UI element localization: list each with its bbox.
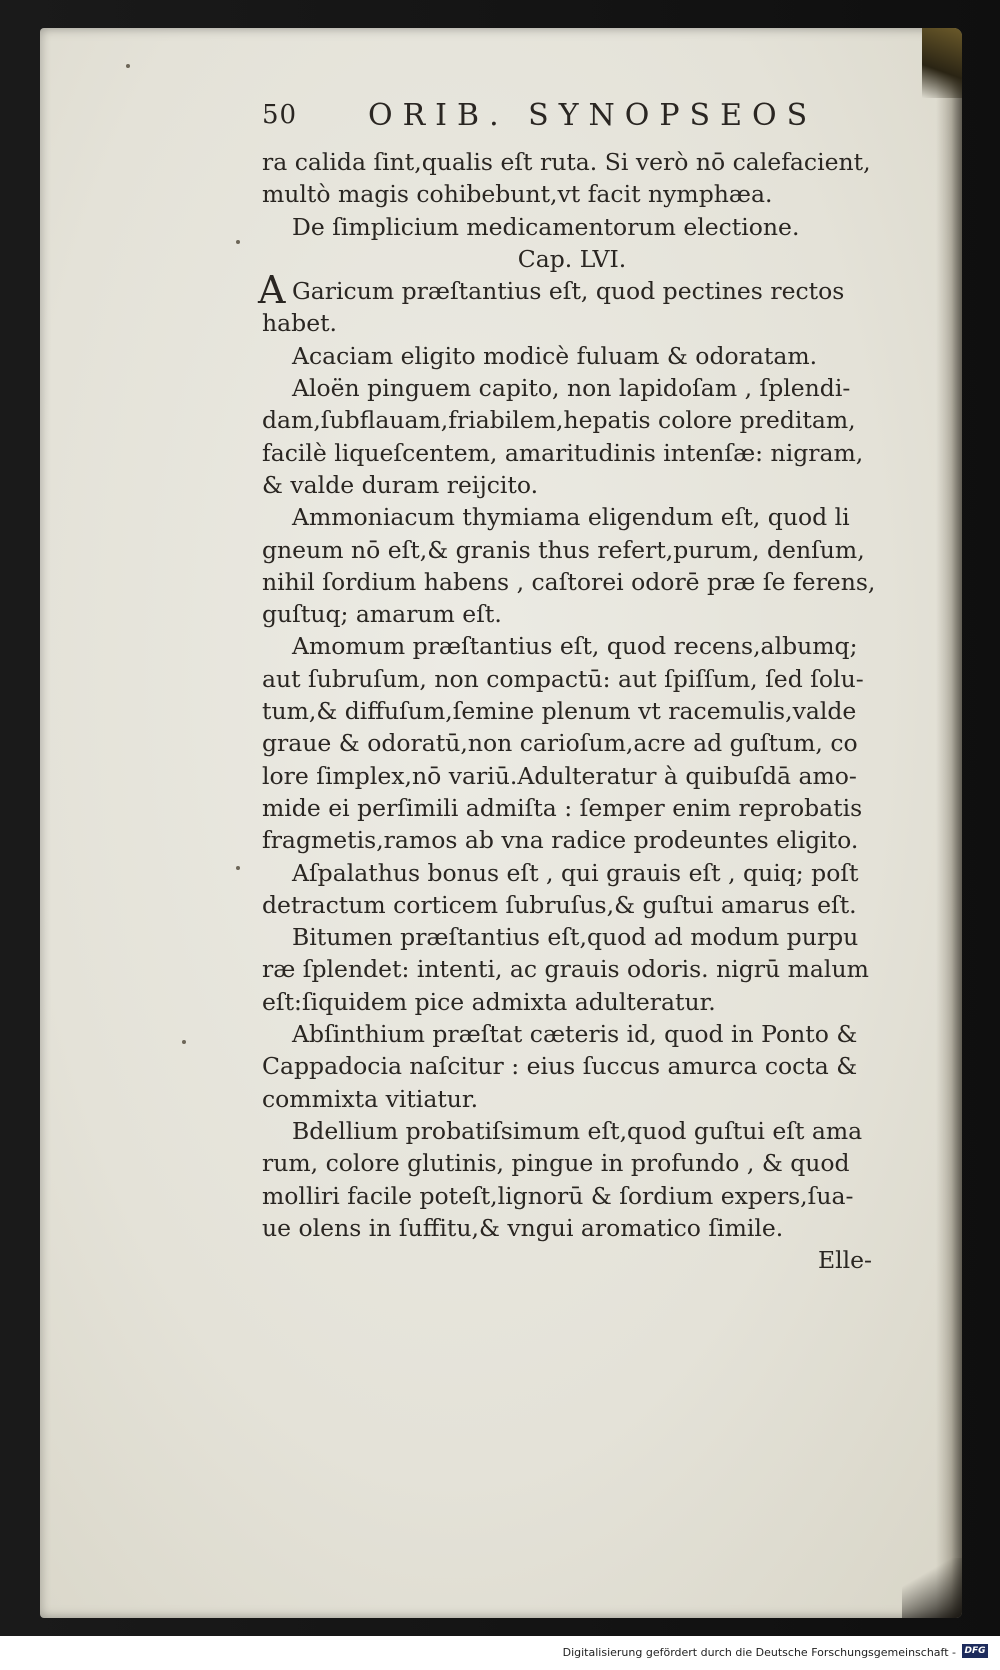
text-line: eſt:ſiquidem pice admixta adulteratur. — [262, 987, 716, 1016]
text-line: dam,ſubflauam,friabilem,hepatis colore preditam, — [262, 406, 856, 435]
text-line: & valde duram reijcito. — [262, 470, 539, 499]
dfg-logo-icon: DFG — [962, 1644, 988, 1658]
text-line: mide ei perſimili admiſta : ſemper enim reprobatis — [262, 793, 863, 822]
text-line: Cappadocia naſcitur : eius ſuccus amurca cocta & — [262, 1052, 858, 1081]
text-line — [258, 268, 882, 313]
text-line: guſtuq; amarum eſt. — [262, 600, 502, 629]
running-header — [262, 98, 862, 138]
text-line: ue olens in ſuffitu,& vngui aromatico ſimile. — [262, 1213, 784, 1242]
text-line: Bitumen præſtantius eſt,quod ad modum purpu — [292, 923, 859, 952]
text-line: ræ ſplendet: intenti, ac grauis odoris. nigrū malum — [262, 955, 869, 984]
text-line: Bdellium probatiſsimum eſt,quod guſtui eſt ama — [292, 1116, 863, 1145]
chapter-heading: De ſimplicium medicamentorum electione. — [292, 212, 800, 241]
text-line: habet. — [262, 309, 338, 338]
text-line: multò magis cohibebunt,vt facit nymphæa. — [262, 180, 773, 209]
page-number: 50 — [262, 100, 298, 130]
running-head-title: ORIB. SYNOPSEOS — [368, 98, 818, 133]
digitization-footer — [0, 1636, 1000, 1670]
text-line: lore ſimplex,nō variū.Adulteratur à quibuſdā amo- — [262, 761, 857, 790]
text-line: Ammoniacum thymiama eligendum eſt, quod li — [292, 503, 850, 532]
text-line: graue & odoratū,non carioſum,acre ad guſtum, co — [262, 729, 858, 758]
text-line: Amomum præſtantius eſt, quod recens,albumq; — [292, 632, 858, 661]
text-line: tum,& diffuſum,ſemine plenum vt racemulis,valde — [262, 697, 857, 726]
text-line: gneum nō eſt,& granis thus refert,purum, denſum, — [262, 535, 865, 564]
text-line: Acaciam eligito modicè fuluam & odoratam. — [292, 341, 818, 370]
text-line-body: Garicum præſtantius eſt, quod pectines rectos — [292, 277, 845, 306]
book-page — [40, 28, 962, 1618]
text-line: ra calida ſint,qualis eſt ruta. Si verò nō calefacient, — [262, 148, 871, 176]
text-line: facilè liqueſcentem, amaritudinis intenſæ: nigram, — [262, 438, 864, 467]
catchword: Elle- — [817, 1246, 872, 1275]
text-line: commixta vitiatur. — [262, 1084, 479, 1113]
text-line: rum, colore glutinis, pingue in profundo , & quod — [262, 1149, 850, 1178]
text-block — [258, 146, 882, 1276]
text-line: molliri facile poteſt,lignorū & ſordium expers,ſua- — [262, 1181, 854, 1210]
chapter-number: Cap. LVI. — [517, 244, 627, 273]
text-line: Aſpalathus bonus eſt , qui grauis eſt , quiq; poſt — [292, 858, 859, 887]
text-line: aut ſubruſum, non compactū: aut ſpiſſum, ſed ſolu- — [262, 664, 864, 693]
text-line: fragmetis,ramos ab vna radice prodeuntes eligito. — [262, 826, 859, 855]
text-line: Abſinthium præſtat cæteris id, quod in Ponto & — [292, 1020, 858, 1049]
text-line: nihil ſordium habens , caſtorei odorē præ ſe ferens, — [262, 567, 876, 596]
drop-cap: A — [258, 268, 286, 313]
funding-credit: Digitalisierung gefördert durch die Deutsche Forschungsgemeinschaft - — [562, 1646, 956, 1659]
text-line: detractum corticem ſubruſus,& guſtui amarus eſt. — [262, 890, 857, 919]
printed-text — [40, 28, 962, 1618]
text-line: Aloën pinguem capito, non lapidoſam , ſplendi- — [292, 374, 851, 403]
